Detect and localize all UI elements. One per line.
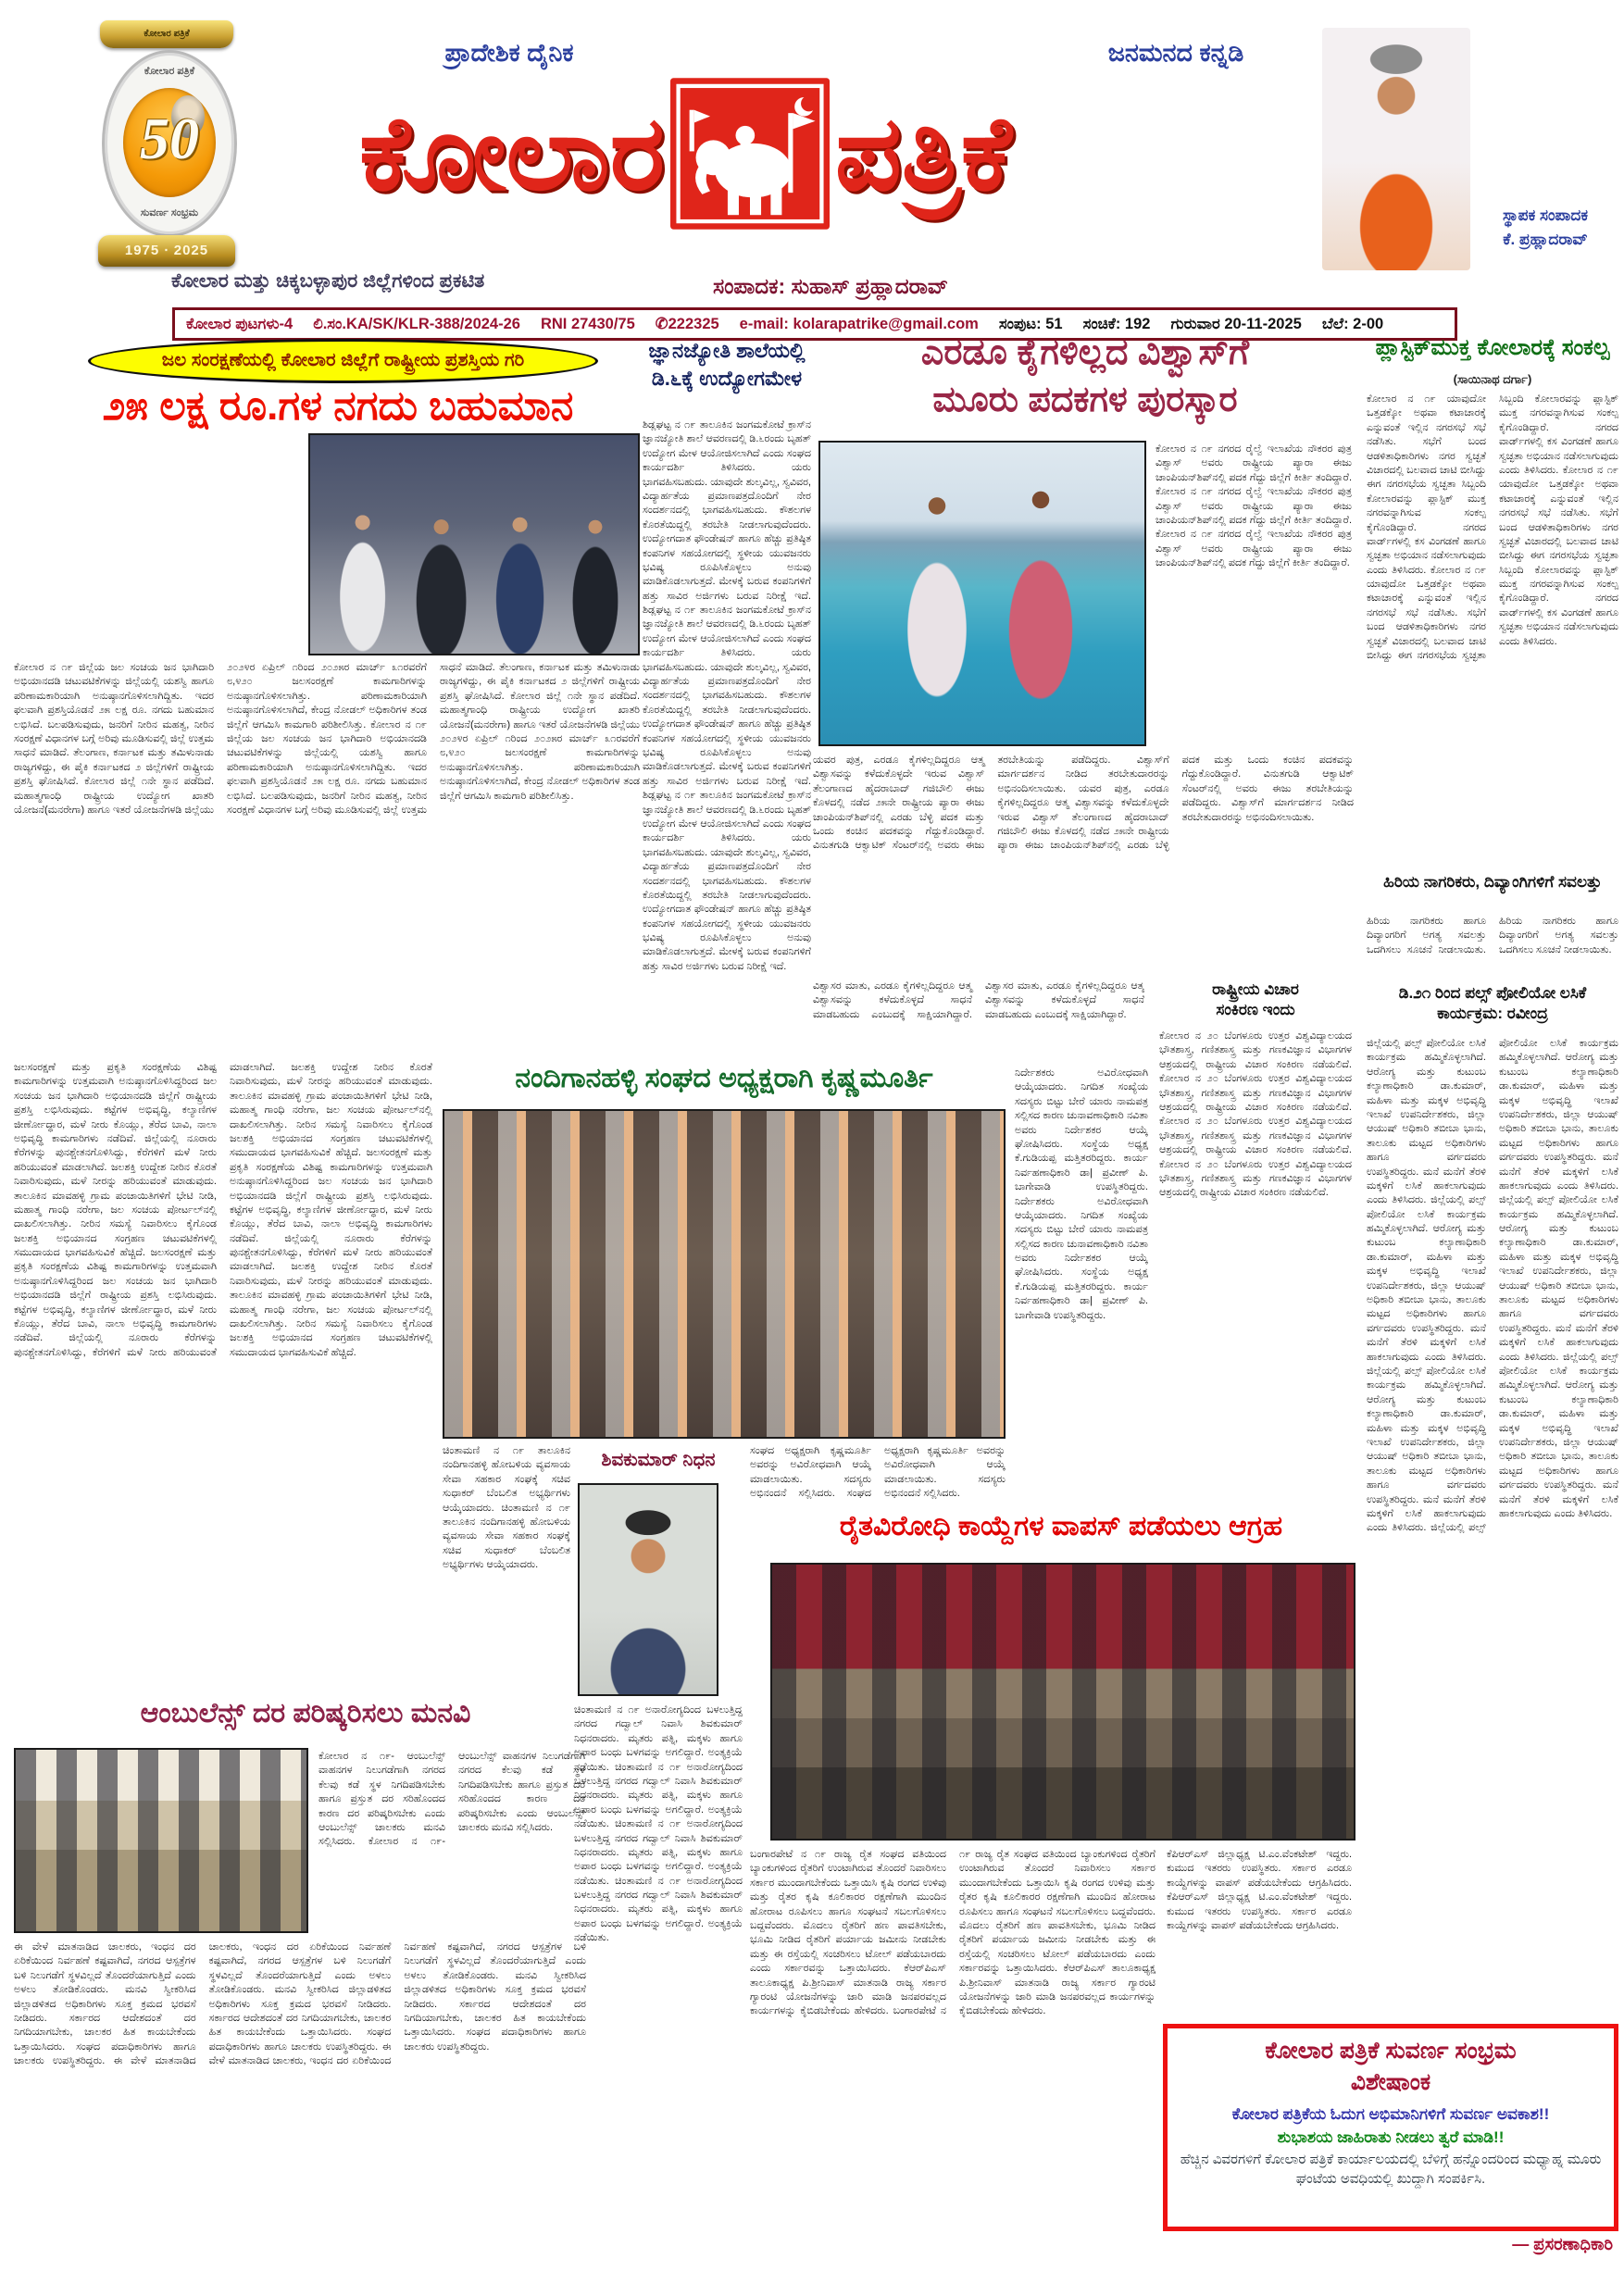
anniversary-logo [93, 20, 241, 289]
lead-continuation: ಜಲಸಂರಕ್ಷಣೆ ಮತ್ತು ಪ್ರಕೃತಿ ಸಂರಕ್ಷಣೆಯ ವಿಶಿಷ್ಟ ಕಾಮಗಾರಿಗಳನ್ನು ಉತ್ತಮವಾಗಿ ಅನುಷ್ಠಾನಗೊಳಿಸಿದ್ದರಿಂದ ಜಲ ಸಂಚಯ ಜನ ಭಾಗಿದಾರಿ ಅಭಿಯಾನದಡಿ ಜಿಲ್ಲೆಗೆ ರಾಷ್ಟ್ರೀಯ ಪ್ರಶಸ್ತಿ ಲಭಿಸಿರುವುದು. ಕಟ್ಟೆಗಳ ಅಭಿವೃದ್ಧಿ, ಕಲ್ಯಾಣಿಗಳ ಜೀರ್ಣೋದ್ಧಾರ, ಮಳೆ ನೀರು ಕೊಯ್ಲು, ತೆರೆದ ಬಾವಿ, ನಾಲಾ ಅಭಿವೃದ್ಧಿ ಕಾಮಗಾರಿಗಳು ನಡೆದಿವೆ. ಜಿಲ್ಲೆಯಲ್ಲಿ ನೂರಾರು ಕೆರೆಗಳನ್ನು ಪುನಶ್ಚೇತನಗೊಳಿಸಿದ್ದು, ಕೆರೆಗಳಿಗೆ ಮಳೆ ನೀರು ಹರಿಯುವಂತೆ ಮಾಡಲಾಗಿದೆ. ಜಲಶಕ್ತಿ ಉದ್ದೇಶ ನೀರಿನ ಕೊರತೆ ನಿವಾರಿಸುವುದು, ಮಳೆ ನೀರನ್ನು ಹರಿಯುವಂತೆ ಮಾಡುವುದು. ತಾಲೂಕಿನ ಮಾವಹಳ್ಳಿ ಗ್ರಾಮ ಪಂಚಾಯಿತಿಗಳಿಗೆ ಭೇಟಿ ನೀಡಿ, ಮಹಾತ್ಮ ಗಾಂಧಿ ನರೇಗಾ, ಜಲ ಸಂಚಯ ಪೋರ್ಟಲ್‌ನಲ್ಲಿ ದಾಖಲಿಸಲಾಗಿತ್ತು. ನೀರಿನ ಸಮಸ್ಯೆ ನಿವಾರಿಸಲು ಕೈಗೊಂಡ ಜಲಶಕ್ತಿ ಅಭಿಯಾನದ ಸಂಗ್ರಹಣ ಚಟುವಟಿಕೆಗಳಲ್ಲಿ ಸಮುದಾಯದ ಭಾಗವಹಿಸುವಿಕೆ ಹೆಚ್ಚಿದೆ. ಜಲಸಂರಕ್ಷಣೆ ಮತ್ತು ಪ್ರಕೃತಿ ಸಂರಕ್ಷಣೆಯ ವಿಶಿಷ್ಟ ಕಾಮಗಾರಿಗಳನ್ನು ಉತ್ತಮವಾಗಿ ಅನುಷ್ಠಾನಗೊಳಿಸಿದ್ದರಿಂದ ಜಲ ಸಂಚಯ ಜನ ಭಾಗಿದಾರಿ ಅಭಿಯಾನದಡಿ ಜಿಲ್ಲೆಗೆ ರಾಷ್ಟ್ರೀಯ ಪ್ರಶಸ್ತಿ ಲಭಿಸಿರುವುದು. ಕಟ್ಟೆಗಳ ಅಭಿವೃದ್ಧಿ, ಕಲ್ಯಾಣಿಗಳ ಜೀರ್ಣೋದ್ಧಾರ, ಮಳೆ ನೀರು ಕೊಯ್ಲು, ತೆರೆದ ಬಾವಿ, ನಾಲಾ ಅಭಿವೃದ್ಧಿ ಕಾಮಗಾರಿಗಳು ನಡೆದಿವೆ. ಜಿಲ್ಲೆಯಲ್ಲಿ ನೂರಾರು ಕೆರೆಗಳನ್ನು ಪುನಶ್ಚೇತನಗೊಳಿಸಿದ್ದು, ಕೆರೆಗಳಿಗೆ ಮಳೆ ನೀರು ಹರಿಯುವಂತೆ ಮಾಡಲಾಗಿದೆ. ಜಲಶಕ್ತಿ ಉದ್ದೇಶ ನೀರಿನ ಕೊರತೆ ನಿವಾರಿಸುವುದು, ಮಳೆ ನೀರನ್ನು ಹರಿಯುವಂತೆ ಮಾಡುವುದು. ತಾಲೂಕಿನ ಮಾವಹಳ್ಳಿ ಗ್ರಾಮ ಪಂಚಾಯಿತಿಗಳಿಗೆ ಭೇಟಿ ನೀಡಿ, ಮಹಾತ್ಮ ಗಾಂಧಿ ನರೇಗಾ, ಜಲ ಸಂಚಯ ಪೋರ್ಟಲ್‌ನಲ್ಲಿ ದಾಖಲಿಸಲಾಗಿತ್ತು. ನೀರಿನ ಸಮಸ್ಯೆ ನಿವಾರಿಸಲು ಕೈಗೊಂಡ ಜಲಶಕ್ತಿ ಅಭಿಯಾನದ ಸಂಗ್ರಹಣ ಚಟುವಟಿಕೆಗಳಲ್ಲಿ ಸಮುದಾಯದ ಭಾಗವಹಿಸುವಿಕೆ ಹೆಚ್ಚಿದೆ. ಜಲಸಂರಕ್ಷಣೆ ಮತ್ತು ಪ್ರಕೃತಿ ಸಂರಕ್ಷಣೆಯ ವಿಶಿಷ್ಟ ಕಾಮಗಾರಿಗಳನ್ನು ಉತ್ತಮವಾಗಿ ಅನುಷ್ಠಾನಗೊಳಿಸಿದ್ದರಿಂದ ಜಲ ಸಂಚಯ ಜನ ಭಾಗಿದಾರಿ ಅಭಿಯಾನದಡಿ ಜಿಲ್ಲೆಗೆ ರಾಷ್ಟ್ರೀಯ ಪ್ರಶಸ್ತಿ ಲಭಿಸಿರುವುದು. ಕಟ್ಟೆಗಳ ಅಭಿವೃದ್ಧಿ, ಕಲ್ಯಾಣಿಗಳ ಜೀರ್ಣೋದ್ಧಾರ, ಮಳೆ ನೀರು ಕೊಯ್ಲು, ತೆರೆದ ಬಾವಿ, ನಾಲಾ ಅಭಿವೃದ್ಧಿ ಕಾಮಗಾರಿಗಳು ನಡೆದಿವೆ. ಜಿಲ್ಲೆಯಲ್ಲಿ ನೂರಾರು ಕೆರೆಗಳನ್ನು ಪುನಶ್ಚೇತನಗೊಳಿಸಿದ್ದು, ಕೆರೆಗಳಿಗೆ ಮಳೆ ನೀರು ಹರಿಯುವಂತೆ ಮಾಡಲಾಗಿದೆ. ಜಲಶಕ್ತಿ ಉದ್ದೇಶ ನೀರಿನ ಕೊರತೆ ನಿವಾರಿಸುವುದು, ಮಳೆ ನೀರನ್ನು ಹರಿಯುವಂತೆ ಮಾಡುವುದು. ತಾಲೂಕಿನ ಮಾವಹಳ್ಳಿ ಗ್ರಾಮ ಪಂಚಾಯಿತಿಗಳಿಗೆ ಭೇಟಿ ನೀಡಿ, ಮಹಾತ್ಮ ಗಾಂಧಿ ನರೇಗಾ, ಜಲ ಸಂಚಯ ಪೋರ್ಟಲ್‌ನಲ್ಲಿ ದಾಖಲಿಸಲಾಗಿತ್ತು. ನೀರಿನ ಸಮಸ್ಯೆ ನಿವಾರಿಸಲು ಕೈಗೊಂಡ ಜಲಶಕ್ತಿ ಅಭಿಯಾನದ ಸಂಗ್ರಹಣ ಚಟುವಟಿಕೆಗಳಲ್ಲಿ ಸಮುದಾಯದ ಭಾಗವಹಿಸುವಿಕೆ ಹೆಚ್ಚಿದೆ. [14, 1062, 432, 1358]
obituary-headline: ಶಿವಕುಮಾರ್ ನಿಧನ [601, 1450, 716, 1470]
logo-ring-text-top: ಕೋಲಾರ ಪತ್ರಿಕೆ [144, 66, 195, 77]
logo-circle [102, 50, 237, 237]
ambulance-body: ಈ ವೇಳೆ ಮಾತನಾಡಿದ ಚಾಲಕರು, ಇಂಧನ ದರ ಏರಿಕೆಯಿಂದ ನಿರ್ವಹಣೆ ಕಷ್ಟವಾಗಿದೆ, ನಗರದ ಆಸ್ಪತ್ರೆಗಳ ಬಳಿ ನಿಲುಗಡೆಗೆ ಸ್ಥಳವಿಲ್ಲದೆ ತೊಂದರೆಯಾಗುತ್ತಿದೆ ಎಂದು ಅಳಲು ತೋಡಿಕೊಂಡರು. ಮನವಿ ಸ್ವೀಕರಿಸಿದ ಜಿಲ್ಲಾಡಳಿತದ ಅಧಿಕಾರಿಗಳು ಸೂಕ್ತ ಕ್ರಮದ ಭರವಸೆ ನೀಡಿದರು. ಸರ್ಕಾರದ ಆದೇಶದಂತೆ ದರ ನಿಗದಿಯಾಗಬೇಕು, ಚಾಲಕರ ಹಿತ ಕಾಯಬೇಕೆಂದು ಒತ್ತಾಯಿಸಿದರು. ಸಂಘದ ಪದಾಧಿಕಾರಿಗಳು ಹಾಗೂ ಚಾಲಕರು ಉಪಸ್ಥಿತರಿದ್ದರು. ಈ ವೇಳೆ ಮಾತನಾಡಿದ ಚಾಲಕರು, ಇಂಧನ ದರ ಏರಿಕೆಯಿಂದ ನಿರ್ವಹಣೆ ಕಷ್ಟವಾಗಿದೆ, ನಗರದ ಆಸ್ಪತ್ರೆಗಳ ಬಳಿ ನಿಲುಗಡೆಗೆ ಸ್ಥಳವಿಲ್ಲದೆ ತೊಂದರೆಯಾಗುತ್ತಿದೆ ಎಂದು ಅಳಲು ತೋಡಿಕೊಂಡರು. ಮನವಿ ಸ್ವೀಕರಿಸಿದ ಜಿಲ್ಲಾಡಳಿತದ ಅಧಿಕಾರಿಗಳು ಸೂಕ್ತ ಕ್ರಮದ ಭರವಸೆ ನೀಡಿದರು. ಸರ್ಕಾರದ ಆದೇಶದಂತೆ ದರ ನಿಗದಿಯಾಗಬೇಕು, ಚಾಲಕರ ಹಿತ ಕಾಯಬೇಕೆಂದು ಒತ್ತಾಯಿಸಿದರು. ಸಂಘದ ಪದಾಧಿಕಾರಿಗಳು ಹಾಗೂ ಚಾಲಕರು ಉಪಸ್ಥಿತರಿದ್ದರು. ಈ ವೇಳೆ ಮಾತನಾಡಿದ ಚಾಲಕರು, ಇಂಧನ ದರ ಏರಿಕೆಯಿಂದ ನಿರ್ವಹಣೆ ಕಷ್ಟವಾಗಿದೆ, ನಗರದ ಆಸ್ಪತ್ರೆಗಳ ಬಳಿ ನಿಲುಗಡೆಗೆ ಸ್ಥಳವಿಲ್ಲದೆ ತೊಂದರೆಯಾಗುತ್ತಿದೆ ಎಂದು ಅಳಲು ತೋಡಿಕೊಂಡರು. ಮನವಿ ಸ್ವೀಕರಿಸಿದ ಜಿಲ್ಲಾಡಳಿತದ ಅಧಿಕಾರಿಗಳು ಸೂಕ್ತ ಕ್ರಮದ ಭರವಸೆ ನೀಡಿದರು. ಸರ್ಕಾರದ ಆದೇಶದಂತೆ ದರ ನಿಗದಿಯಾಗಬೇಕು, ಚಾಲಕರ ಹಿತ ಕಾಯಬೇಕೆಂದು ಒತ್ತಾಯಿಸಿದರು. ಸಂಘದ ಪದಾಧಿಕಾರಿಗಳು ಹಾಗೂ ಚಾಲಕರು ಉಪಸ್ಥಿತರಿದ್ದರು. [14, 1941, 586, 2067]
founder-caption-name: ಕೆ. ಪ್ರಹ್ಲಾದರಾವ್ [1503, 230, 1588, 248]
plastic-free-headline: ಪ್ಲಾಸ್ಟಿಕ್‌ಮುಕ್ತ ಕೋಲಾರಕ್ಕೆ ಸಂಕಲ್ಪ [1375, 335, 1610, 360]
logo-ring-text-bottom: ಸುವರ್ಣ ಸಂಭ್ರಮ [140, 207, 199, 218]
logo-50-number: 50 [140, 106, 199, 171]
vishwas-headline-line2: ಮೂರು ಪದಕಗಳ ಪುರಸ್ಕಾರ [932, 381, 1238, 420]
ambulance-headline: ಆಂಬುಲೆನ್ಸ್ ದರ ಪರಿಷ್ಕರಿಸಲು ಮನವಿ [140, 1698, 471, 1728]
vishwas-side-column: ಕೋಲಾರ ನ ೧೯ ನಗರದ ರೈಲ್ವೆ ಇಲಾಖೆಯ ನೌಕರರ ಪುತ್ರ ವಿಶ್ವಾಸ್ ಅವರು ರಾಷ್ಟ್ರೀಯ ಪ್ಯಾರಾ ಈಜು ಚಾಂಪಿಯನ್‌ಶಿಪ್‌ನಲ್ಲಿ ಪದಕ ಗೆದ್ದು ಜಿಲ್ಲೆಗೆ ಕೀರ್ತಿ ತಂದಿದ್ದಾರೆ. ಕೋಲಾರ ನ ೧೯ ನಗರದ ರೈಲ್ವೆ ಇಲಾಖೆಯ ನೌಕರರ ಪುತ್ರ ವಿಶ್ವಾಸ್ ಅವರು ರಾಷ್ಟ್ರೀಯ ಪ್ಯಾರಾ ಈಜು ಚಾಂಪಿಯನ್‌ಶಿಪ್‌ನಲ್ಲಿ ಪದಕ ಗೆದ್ದು ಜಿಲ್ಲೆಗೆ ಕೀರ್ತಿ ತಂದಿದ್ದಾರೆ. ಕೋಲಾರ ನ ೧೯ ನಗರದ ರೈಲ್ವೆ ಇಲಾಖೆಯ ನೌಕರರ ಪುತ್ರ ವಿಶ್ವಾಸ್ ಅವರು ರಾಷ್ಟ್ರೀಯ ಪ್ಯಾರಾ ಈಜು ಚಾಂಪಿಯನ್‌ಶಿಪ್‌ನಲ್ಲಿ ಪದಕ ಗೆದ್ದು ಜಿಲ್ಲೆಗೆ ಕೀರ್ತಿ ತಂದಿದ್ದಾರೆ. [1156, 443, 1352, 569]
jobfair-body: ಶಿಡ್ಲಘಟ್ಟ ನ ೧೯ ತಾಲೂಕಿನ ಜಂಗಮಕೋಟೆ ಕ್ರಾಸ್‌ನ ಜ್ಞಾನಜ್ಯೋತಿ ಶಾಲೆ ಆವರಣದಲ್ಲಿ ಡಿ.೬ರಂದು ಬೃಹತ್ ಉದ್ಯೋಗ ಮೇಳ ಆಯೋಜಿಸಲಾಗಿದೆ ಎಂದು ಸಂಘದ ಕಾರ್ಯದರ್ಶಿ ತಿಳಿಸಿದರು. ಯರು ಭಾಗವಹಿಸಬಹುದು. ಯಾವುದೇ ಶುಲ್ಕವಿಲ್ಲ, ಸ್ವವಿವರ, ವಿದ್ಯಾರ್ಹತೆಯ ಪ್ರಮಾಣಪತ್ರದೊಂದಿಗೆ ನೇರ ಸಂದರ್ಶನದಲ್ಲಿ ಭಾಗವಹಿಸಬಹುದು. ಕೌಶಲಗಳ ಕೊರತೆಯಿದ್ದಲ್ಲಿ ತರಬೇತಿ ನೀಡಲಾಗುವುದೆಂದರು. ಉದ್ಯೋಗದಾತ ಫೌಂಡೇಷನ್ ಹಾಗೂ ಹೆಚ್ಚು ಪ್ರತಿಷ್ಠಿತ ಕಂಪನಿಗಳ ಸಹಯೋಗದಲ್ಲಿ ಸ್ಥಳೀಯ ಯುವಜನರು ಭವಿಷ್ಯ ರೂಪಿಸಿಕೊಳ್ಳಲು ಅನುವು ಮಾಡಿಕೊಡಲಾಗುತ್ತದೆ. ಮೇಳಕ್ಕೆ ಬರುವ ಕಂಪನಿಗಳಿಗೆ ಹತ್ತು ಸಾವಿರ ಅರ್ಜಿಗಳು ಬರುವ ನಿರೀಕ್ಷೆ ಇದೆ. ಶಿಡ್ಲಘಟ್ಟ ನ ೧೯ ತಾಲೂಕಿನ ಜಂಗಮಕೋಟೆ ಕ್ರಾಸ್‌ನ ಜ್ಞಾನಜ್ಯೋತಿ ಶಾಲೆ ಆವರಣದಲ್ಲಿ ಡಿ.೬ರಂದು ಬೃಹತ್ ಉದ್ಯೋಗ ಮೇಳ ಆಯೋಜಿಸಲಾಗಿದೆ ಎಂದು ಸಂಘದ ಕಾರ್ಯದರ್ಶಿ ತಿಳಿಸಿದರು. ಯರು ಭಾಗವಹಿಸಬಹುದು. ಯಾವುದೇ ಶುಲ್ಕವಿಲ್ಲ, ಸ್ವವಿವರ, ವಿದ್ಯಾರ್ಹತೆಯ ಪ್ರಮಾಣಪತ್ರದೊಂದಿಗೆ ನೇರ ಸಂದರ್ಶನದಲ್ಲಿ ಭಾಗವಹಿಸಬಹುದು. ಕೌಶಲಗಳ ಕೊರತೆಯಿದ್ದಲ್ಲಿ ತರಬೇತಿ ನೀಡಲಾಗುವುದೆಂದರು. ಉದ್ಯೋಗದಾತ ಫೌಂಡೇಷನ್ ಹಾಗೂ ಹೆಚ್ಚು ಪ್ರತಿಷ್ಠಿತ ಕಂಪನಿಗಳ ಸಹಯೋಗದಲ್ಲಿ ಸ್ಥಳೀಯ ಯುವಜನರು ಭವಿಷ್ಯ ರೂಪಿಸಿಕೊಳ್ಳಲು ಅನುವು ಮಾಡಿಕೊಡಲಾಗುತ್ತದೆ. ಮೇಳಕ್ಕೆ ಬರುವ ಕಂಪನಿಗಳಿಗೆ ಹತ್ತು ಸಾವಿರ ಅರ್ಜಿಗಳು ಬರುವ ನಿರೀಕ್ಷೆ ಇದೆ. ಶಿಡ್ಲಘಟ್ಟ ನ ೧೯ ತಾಲೂಕಿನ ಜಂಗಮಕೋಟೆ ಕ್ರಾಸ್‌ನ ಜ್ಞಾನಜ್ಯೋತಿ ಶಾಲೆ ಆವರಣದಲ್ಲಿ ಡಿ.೬ರಂದು ಬೃಹತ್ ಉದ್ಯೋಗ ಮೇಳ ಆಯೋಜಿಸಲಾಗಿದೆ ಎಂದು ಸಂಘದ ಕಾರ್ಯದರ್ಶಿ ತಿಳಿಸಿದರು. ಯರು ಭಾಗವಹಿಸಬಹುದು. ಯಾವುದೇ ಶುಲ್ಕವಿಲ್ಲ, ಸ್ವವಿವರ, ವಿದ್ಯಾರ್ಹತೆಯ ಪ್ರಮಾಣಪತ್ರದೊಂದಿಗೆ ನೇರ ಸಂದರ್ಶನದಲ್ಲಿ ಭಾಗವಹಿಸಬಹುದು. ಕೌಶಲಗಳ ಕೊರತೆಯಿದ್ದಲ್ಲಿ ತರಬೇತಿ ನೀಡಲಾಗುವುದೆಂದರು. ಉದ್ಯೋಗದಾತ ಫೌಂಡೇಷನ್ ಹಾಗೂ ಹೆಚ್ಚು ಪ್ರತಿಷ್ಠಿತ ಕಂಪನಿಗಳ ಸಹಯೋಗದಲ್ಲಿ ಸ್ಥಳೀಯ ಯುವಜನರು ಭವಿಷ್ಯ ರೂಪಿಸಿಕೊಳ್ಳಲು ಅನುವು ಮಾಡಿಕೊಡಲಾಗುತ್ತದೆ. ಮೇಳಕ್ಕೆ ಬರುವ ಕಂಪನಿಗಳಿಗೆ ಹತ್ತು ಸಾವಿರ ಅರ್ಜಿಗಳು ಬರುವ ನಿರೀಕ್ಷೆ ಇದೆ. [643, 419, 811, 972]
lead-headline: ೨೫ ಲಕ್ಷ ರೂ.ಗಳ ನಗದು ಬಹುಮಾನ [102, 383, 574, 429]
seminar-subhead [1159, 980, 1352, 1020]
nandi-side-column: ನಿರ್ದೇಶಕರು ಅವಿರೋಧವಾಗಿ ಆಯ್ಕೆಯಾದರು. ನಿಗದಿತ ಸಂಖ್ಯೆಯ ಸದಸ್ಯರು ಬಿಟ್ಟು ಬೇರೆ ಯಾರು ನಾಮಪತ್ರ ಸಲ್ಲಿಸದ ಕಾರಣ ಚುನಾವಣಾಧಿಕಾರಿ ನವಿತಾ ಅವರು ನಿರ್ದೇಶಕರ ಆಯ್ಕೆ ಘೋಷಿಸಿದರು. ಸಂಸ್ಥೆಯ ಅಧ್ಯಕ್ಷ ಕೆ.ಗುಡಿಯಪ್ಪ ಮತ್ತಿತರರಿದ್ದರು. ಕಾರ್ಯ ನಿರ್ವಹಣಾಧಿಕಾರಿ ಡಾ| ಪ್ರವೀಣ್ ಪಿ. ಬಾಗೇವಾಡಿ ಉಪಸ್ಥಿತರಿದ್ದರು. ನಿರ್ದೇಶಕರು ಅವಿರೋಧವಾಗಿ ಆಯ್ಕೆಯಾದರು. ನಿಗದಿತ ಸಂಖ್ಯೆಯ ಸದಸ್ಯರು ಬಿಟ್ಟು ಬೇರೆ ಯಾರು ನಾಮಪತ್ರ ಸಲ್ಲಿಸದ ಕಾರಣ ಚುನಾವಣಾಧಿಕಾರಿ ನವಿತಾ ಅವರು ನಿರ್ದೇಶಕರ ಆಯ್ಕೆ ಘೋಷಿಸಿದರು. ಸಂಸ್ಥೆಯ ಅಧ್ಯಕ್ಷ ಕೆ.ಗುಡಿಯಪ್ಪ ಮತ್ತಿತರರಿದ್ದರು. ಕಾರ್ಯ ನಿರ್ವಹಣಾಧಿಕಾರಿ ಡಾ| ಪ್ರವೀಣ್ ಪಿ. ಬಾಗೇವಾಡಿ ಉಪಸ್ಥಿತರಿದ್ದರು. [1015, 1067, 1148, 1321]
golden-jubilee-box [1163, 2024, 1618, 2231]
seminar-subhead-line2: ಸಂಕಿರಣ ಇಂದು [1216, 1001, 1295, 1019]
edition-pages: ಕೋಲಾರ ಪುಟಗಳು-4 [186, 315, 294, 332]
published-from-line: ಕೋಲಾರ ಮತ್ತು ಚಿಕ್ಕಬಳ್ಳಾಪುರ ಜಿಲ್ಲೆಗಳಿಂದ ಪ್ರಕಟಿತ [171, 270, 485, 292]
vishwas-body: ಯವರ ಪುತ್ರ, ಎರಡೂ ಕೈಗಳಿಲ್ಲದಿದ್ದರೂ ಆತ್ಮ ವಿಶ್ವಾಸವನ್ನು ಕಳೆದುಕೊಳ್ಳದೇ ಇರುವ ವಿಶ್ವಾಸ್ ತೆಲಂಗಾಣದ ಹೈದರಾಬಾದ್ ಗಜಿಬೌಲಿ ಈಜು ಕೊಳದಲ್ಲಿ ನಡೆದ ೨೫ನೇ ರಾಷ್ಟ್ರೀಯ ಪ್ಯಾರಾ ಈಜು ಚಾಂಪಿಯನ್‌ಶಿಪ್‌ನಲ್ಲಿ ಎರಡು ಬೆಳ್ಳಿ ಪದಕ ಮತ್ತು ಒಂದು ಕಂಚಿನ ಪದಕವನ್ನು ಗೆದ್ದುಕೊಂಡಿದ್ದಾರೆ. ವಿನುತಗುಡಿ ಆಕ್ವಾಟಿಕ್ ಸೆಂಟರ್‌ನಲ್ಲಿ ಅವರು ಈಜು ತರಬೇತಿಯನ್ನು ಪಡೆದಿದ್ದರು. ವಿಶ್ವಾಸ್‌ಗೆ ಮಾರ್ಗದರ್ಶನ ನೀಡಿದ ತರಬೇತುದಾರರನ್ನು ಅಭಿನಂದಿಸಲಾಯಿತು. ಯವರ ಪುತ್ರ, ಎರಡೂ ಕೈಗಳಿಲ್ಲದಿದ್ದರೂ ಆತ್ಮ ವಿಶ್ವಾಸವನ್ನು ಕಳೆದುಕೊಳ್ಳದೇ ಇರುವ ವಿಶ್ವಾಸ್ ತೆಲಂಗಾಣದ ಹೈದರಾಬಾದ್ ಗಜಿಬೌಲಿ ಈಜು ಕೊಳದಲ್ಲಿ ನಡೆದ ೨೫ನೇ ರಾಷ್ಟ್ರೀಯ ಪ್ಯಾರಾ ಈಜು ಚಾಂಪಿಯನ್‌ಶಿಪ್‌ನಲ್ಲಿ ಎರಡು ಬೆಳ್ಳಿ ಪದಕ ಮತ್ತು ಒಂದು ಕಂಚಿನ ಪದಕವನ್ನು ಗೆದ್ದುಕೊಂಡಿದ್ದಾರೆ. ವಿನುತಗುಡಿ ಆಕ್ವಾಟಿಕ್ ಸೆಂಟರ್‌ನಲ್ಲಿ ಅವರು ಈಜು ತರಬೇತಿಯನ್ನು ಪಡೆದಿದ್ದರು. ವಿಶ್ವಾಸ್‌ಗೆ ಮಾರ್ಗದರ್ಶನ ನೀಡಿದ ತರಬೇತುದಾರರನ್ನು ಅಭಿನಂದಿಸಲಾಯಿತು. [813, 755, 1354, 852]
logo-inner-disc [123, 88, 216, 197]
vishwas-headline-line1: ಎರಡೂ ಕೈಗಳಿಲ್ಲದ ವಿಶ್ವಾಸ್‌ಗೆ [920, 333, 1250, 372]
nandi-under-photo-strip: ಸಂಘದ ಅಧ್ಯಕ್ಷರಾಗಿ ಕೃಷ್ಣಮೂರ್ತಿ ಅವರನ್ನು ಅವಿರೋಧವಾಗಿ ಆಯ್ಕೆ ಮಾಡಲಾಯಿತು. ಸದಸ್ಯರು ಅಭಿನಂದನೆ ಸಲ್ಲಿಸಿದರು. ಸಂಘದ ಅಧ್ಯಕ್ಷರಾಗಿ ಕೃಷ್ಣಮೂರ್ತಿ ಅವರನ್ನು ಅವಿರೋಧವಾಗಿ ಆಯ್ಕೆ ಮಾಡಲಾಯಿತು. ಸದಸ್ಯರು ಅಭಿನಂದನೆ ಸಲ್ಲಿಸಿದರು. [750, 1445, 1006, 1500]
masthead [359, 61, 1313, 246]
masthead-word-kolara: ಕೋಲಾರ [359, 95, 665, 211]
polio-subhead: ಡಿ.೨೧ ರಿಂದ ಪಲ್ಸ್ ಪೋಲಿಯೋ ಲಸಿಕೆ ಕಾರ್ಯಕ್ರಮ: ರವೀಂದ್ರ [1398, 984, 1587, 1023]
registration-number: ಲಿ.ಸಂ.KA/SK/KLR-388/2024-26 [313, 315, 520, 332]
nandi-headline: ನಂದಿಗಾನಹಳ್ಳಿ ಸಂಘದ ಅಧ್ಯಕ್ಷರಾಗಿ ಕೃಷ್ಣಮೂರ್ತಿ [515, 1063, 933, 1093]
lead-kicker-oval: ಜಲ ಸಂರಕ್ಷಣೆಯಲ್ಲಿ ಕೋಲಾರ ಜಿಲ್ಲೆಗೆ ರಾಷ್ಟ್ರೀಯ ಪ್ರಶಸ್ತಿಯ ಗರಿ [88, 339, 598, 383]
phone-number: 222325 [668, 316, 719, 332]
jubilee-title-line1: ಕೋಲಾರ ಪತ್ರಿಕೆ ಸುವರ್ಣ ಸಂಭ್ರಮ [1265, 2038, 1517, 2064]
issue-number: ಸಂಚಿಕೆ: 192 [1082, 315, 1151, 332]
right-column-body: ಜಿಲ್ಲೆಯಲ್ಲಿ ಪಲ್ಸ್ ಪೋಲಿಯೋ ಲಸಿಕೆ ಕಾರ್ಯಕ್ರಮ ಹಮ್ಮಿಕೊಳ್ಳಲಾಗಿದೆ. ಆರೋಗ್ಯ ಮತ್ತು ಕುಟುಂಬ ಕಲ್ಯಾಣಾಧಿಕಾರಿ ಡಾ.ಕುಮಾರ್, ಮಹಿಳಾ ಮತ್ತು ಮಕ್ಕಳ ಅಭಿವೃದ್ಧಿ ಇಲಾಖೆ ಉಪನಿರ್ದೇಶಕರು, ಜಿಲ್ಲಾ ಆಯುಷ್ ಅಧಿಕಾರಿ ತಬೀಬಾ ಭಾನು, ತಾಲೂಕು ಮಟ್ಟದ ಅಧಿಕಾರಿಗಳು ಹಾಗೂ ವರ್ಗದವರು ಉಪಸ್ಥಿತರಿದ್ದರು. ಮನೆ ಮನೆಗೆ ತೆರಳಿ ಮಕ್ಕಳಿಗೆ ಲಸಿಕೆ ಹಾಕಲಾಗುವುದು ಎಂದು ತಿಳಿಸಿದರು. ಜಿಲ್ಲೆಯಲ್ಲಿ ಪಲ್ಸ್ ಪೋಲಿಯೋ ಲಸಿಕೆ ಕಾರ್ಯಕ್ರಮ ಹಮ್ಮಿಕೊಳ್ಳಲಾಗಿದೆ. ಆರೋಗ್ಯ ಮತ್ತು ಕುಟುಂಬ ಕಲ್ಯಾಣಾಧಿಕಾರಿ ಡಾ.ಕುಮಾರ್, ಮಹಿಳಾ ಮತ್ತು ಮಕ್ಕಳ ಅಭಿವೃದ್ಧಿ ಇಲಾಖೆ ಉಪನಿರ್ದೇಶಕರು, ಜಿಲ್ಲಾ ಆಯುಷ್ ಅಧಿಕಾರಿ ತಬೀಬಾ ಭಾನು, ತಾಲೂಕು ಮಟ್ಟದ ಅಧಿಕಾರಿಗಳು ಹಾಗೂ ವರ್ಗದವರು ಉಪಸ್ಥಿತರಿದ್ದರು. ಮನೆ ಮನೆಗೆ ತೆರಳಿ ಮಕ್ಕಳಿಗೆ ಲಸಿಕೆ ಹಾಕಲಾಗುವುದು ಎಂದು ತಿಳಿಸಿದರು. ಜಿಲ್ಲೆಯಲ್ಲಿ ಪಲ್ಸ್ ಪೋಲಿಯೋ ಲಸಿಕೆ ಕಾರ್ಯಕ್ರಮ ಹಮ್ಮಿಕೊಳ್ಳಲಾಗಿದೆ. ಆರೋಗ್ಯ ಮತ್ತು ಕುಟುಂಬ ಕಲ್ಯಾಣಾಧಿಕಾರಿ ಡಾ.ಕುಮಾರ್, ಮಹಿಳಾ ಮತ್ತು ಮಕ್ಕಳ ಅಭಿವೃದ್ಧಿ ಇಲಾಖೆ ಉಪನಿರ್ದೇಶಕರು, ಜಿಲ್ಲಾ ಆಯುಷ್ ಅಧಿಕಾರಿ ತಬೀಬಾ ಭಾನು, ತಾಲೂಕು ಮಟ್ಟದ ಅಧಿಕಾರಿಗಳು ಹಾಗೂ ವರ್ಗದವರು ಉಪಸ್ಥಿತರಿದ್ದರು. ಮನೆ ಮನೆಗೆ ತೆರಳಿ ಮಕ್ಕಳಿಗೆ ಲಸಿಕೆ ಹಾಕಲಾಗುವುದು ಎಂದು ತಿಳಿಸಿದರು. ಜಿಲ್ಲೆಯಲ್ಲಿ ಪಲ್ಸ್ ಪೋಲಿಯೋ ಲಸಿಕೆ ಕಾರ್ಯಕ್ರಮ ಹಮ್ಮಿಕೊಳ್ಳಲಾಗಿದೆ. ಆರೋಗ್ಯ ಮತ್ತು ಕುಟುಂಬ ಕಲ್ಯಾಣಾಧಿಕಾರಿ ಡಾ.ಕುಮಾರ್, ಮಹಿಳಾ ಮತ್ತು ಮಕ್ಕಳ ಅಭಿವೃದ್ಧಿ ಇಲಾಖೆ ಉಪನಿರ್ದೇಶಕರು, ಜಿಲ್ಲಾ ಆಯುಷ್ ಅಧಿಕಾರಿ ತಬೀಬಾ ಭಾನು, ತಾಲೂಕು ಮಟ್ಟದ ಅಧಿಕಾರಿಗಳು ಹಾಗೂ ವರ್ಗದವರು ಉಪಸ್ಥಿತರಿದ್ದರು. ಮನೆ ಮನೆಗೆ ತೆರಳಿ ಮಕ್ಕಳಿಗೆ ಲಸಿಕೆ ಹಾಕಲಾಗುವುದು ಎಂದು ತಿಳಿಸಿದರು. ಜಿಲ್ಲೆಯಲ್ಲಿ ಪಲ್ಸ್ ಪೋಲಿಯೋ ಲಸಿಕೆ ಕಾರ್ಯಕ್ರಮ ಹಮ್ಮಿಕೊಳ್ಳಲಾಗಿದೆ. ಆರೋಗ್ಯ ಮತ್ತು ಕುಟುಂಬ ಕಲ್ಯಾಣಾಧಿಕಾರಿ ಡಾ.ಕುಮಾರ್, ಮಹಿಳಾ ಮತ್ತು ಮಕ್ಕಳ ಅಭಿವೃದ್ಧಿ ಇಲಾಖೆ ಉಪನಿರ್ದೇಶಕರು, ಜಿಲ್ಲಾ ಆಯುಷ್ ಅಧಿಕಾರಿ ತಬೀಬಾ ಭಾನು, ತಾಲೂಕು ಮಟ್ಟದ ಅಧಿಕಾರಿಗಳು ಹಾಗೂ ವರ್ಗದವರು ಉಪಸ್ಥಿತರಿದ್ದರು. ಮನೆ ಮನೆಗೆ ತೆರಳಿ ಮಕ್ಕಳಿಗೆ ಲಸಿಕೆ ಹಾಕಲಾಗುವುದು ಎಂದು ತಿಳಿಸಿದರು. ಜಿಲ್ಲೆಯಲ್ಲಿ ಪಲ್ಸ್ ಪೋಲಿಯೋ ಲಸಿಕೆ ಕಾರ್ಯಕ್ರಮ ಹಮ್ಮಿಕೊಳ್ಳಲಾಗಿದೆ. ಆರೋಗ್ಯ ಮತ್ತು ಕುಟುಂಬ ಕಲ್ಯಾಣಾಧಿಕಾರಿ ಡಾ.ಕುಮಾರ್, ಮಹಿಳಾ ಮತ್ತು ಮಕ್ಕಳ ಅಭಿವೃದ್ಧಿ ಇಲಾಖೆ ಉಪನಿರ್ದೇಶಕರು, ಜಿಲ್ಲಾ ಆಯುಷ್ ಅಧಿಕಾರಿ ತಬೀಬಾ ಭಾನು, ತಾಲೂಕು ಮಟ್ಟದ ಅಧಿಕಾರಿಗಳು ಹಾಗೂ ವರ್ಗದವರು ಉಪಸ್ಥಿತರಿದ್ದರು. ಮನೆ ಮನೆಗೆ ತೆರಳಿ ಮಕ್ಕಳಿಗೆ ಲಸಿಕೆ ಹಾಕಲಾಗುವುದು ಎಂದು ತಿಳಿಸಿದರು. [1367, 1038, 1618, 1534]
vishwas-headline [813, 330, 1357, 425]
ambulance-drivers-photo [14, 1748, 308, 1933]
plastic-byline: (ಸಾಯಿನಾಥ ದರ್ಗಾ) [1453, 372, 1532, 386]
seniors-subhead: ಹಿರಿಯ ನಾಗರಿಕರು, ದಿವ್ಯಾಂಗಿಗಳಿಗೆ ಸವಲತ್ತು [1383, 873, 1602, 891]
masthead-word-patrike: ಪತ್ರಿಕೆ [834, 95, 1012, 211]
circulation-officer-signoff: — ಪ್ರಸರಣಾಧಿಕಾರಿ [1512, 2235, 1613, 2253]
day-date: ಗುರುವಾರ 20-11-2025 [1170, 315, 1302, 332]
logo-ribbon-top: ಕೋಲಾರ ಪತ್ರಿಕೆ [100, 20, 233, 48]
tagline-peoples-mirror: ಜನಮನದ ಕನ್ನಡಿ [1107, 39, 1244, 67]
volume-number: ಸಂಪುಟ: 51 [998, 315, 1063, 332]
founder-caption [1470, 204, 1620, 251]
obituary-body: ಚಿಂತಾಮಣಿ ನ ೧೯ ಅನಾರೋಗ್ಯದಿಂದ ಬಳಲುತ್ತಿದ್ದ ನಗರದ ಗದ್ವಾಲ್ ನಿವಾಸಿ ಶಿವಕುಮಾರ್ ನಿಧನರಾದರು. ಮೃತರು ಪತ್ನಿ, ಮಕ್ಕಳು ಹಾಗೂ ಅಪಾರ ಬಂಧು ಬಳಗವನ್ನು ಅಗಲಿದ್ದಾರೆ. ಅಂತ್ಯಕ್ರಿಯೆ ನಡೆಯಿತು. ಚಿಂತಾಮಣಿ ನ ೧೯ ಅನಾರೋಗ್ಯದಿಂದ ಬಳಲುತ್ತಿದ್ದ ನಗರದ ಗದ್ವಾಲ್ ನಿವಾಸಿ ಶಿವಕುಮಾರ್ ನಿಧನರಾದರು. ಮೃತರು ಪತ್ನಿ, ಮಕ್ಕಳು ಹಾಗೂ ಅಪಾರ ಬಂಧು ಬಳಗವನ್ನು ಅಗಲಿದ್ದಾರೆ. ಅಂತ್ಯಕ್ರಿಯೆ ನಡೆಯಿತು. ಚಿಂತಾಮಣಿ ನ ೧೯ ಅನಾರೋಗ್ಯದಿಂದ ಬಳಲುತ್ತಿದ್ದ ನಗರದ ಗದ್ವಾಲ್ ನಿವಾಸಿ ಶಿವಕುಮಾರ್ ನಿಧನರಾದರು. ಮೃತರು ಪತ್ನಿ, ಮಕ್ಕಳು ಹಾಗೂ ಅಪಾರ ಬಂಧು ಬಳಗವನ್ನು ಅಗಲಿದ್ದಾರೆ. ಅಂತ್ಯಕ್ರಿಯೆ ನಡೆಯಿತು. ಚಿಂತಾಮಣಿ ನ ೧೯ ಅನಾರೋಗ್ಯದಿಂದ ಬಳಲುತ್ತಿದ್ದ ನಗರದ ಗದ್ವಾಲ್ ನಿವಾಸಿ ಶಿವಕುಮಾರ್ ನಿಧನರಾದರು. ಮೃತರು ಪತ್ನಿ, ಮಕ್ಕಳು ಹಾಗೂ ಅಪಾರ ಬಂಧು ಬಳಗವನ್ನು ಅಗಲಿದ್ದಾರೆ. ಅಂತ್ಯಕ್ರಿಯೆ ನಡೆಯಿತು. [574, 1704, 743, 1944]
vishwas-swimmers-photo [818, 441, 1146, 746]
founder-caption-role: ಸ್ಥಾಪಕ ಸಂಪಾದಕ [1502, 206, 1589, 224]
editor-line: ಸಂಪಾದಕ: ಸುಹಾಸ್ ಪ್ರಹ್ಲಾದರಾವ್ [713, 274, 949, 298]
ambulance-side-column: ಕೋಲಾರ ನ ೧೯- ಆಂಬುಲೆನ್ಸ್ ವಾಹನಗಳ ನಿಲುಗಡೆಗಾಗಿ ನಗರದ ಕೆಲವು ಕಡೆ ಸ್ಥಳ ನಿಗದಿಪಡಿಸಬೇಕು ಹಾಗೂ ಪ್ರಸ್ತುತ ದರ ಸರಿಹೊಂದದ ಕಾರಣ ದರ ಪರಿಷ್ಕರಿಸಬೇಕು ಎಂದು ಆಂಬುಲೆನ್ಸ್ ಚಾಲಕರು ಮನವಿ ಸಲ್ಲಿಸಿದರು. ಕೋಲಾರ ನ ೧೯- ಆಂಬುಲೆನ್ಸ್ ವಾಹನಗಳ ನಿಲುಗಡೆಗಾಗಿ ನಗರದ ಕೆಲವು ಕಡೆ ಸ್ಥಳ ನಿಗದಿಪಡಿಸಬೇಕು ಹಾಗೂ ಪ್ರಸ್ತುತ ದರ ಸರಿಹೊಂದದ ಕಾರಣ ದರ ಪರಿಷ್ಕರಿಸಬೇಕು ಎಂದು ಆಂಬುಲೆನ್ಸ್ ಚಾಲಕರು ಮನವಿ ಸಲ್ಲಿಸಿದರು. [319, 1751, 585, 1848]
jobfair-headline: ಜ್ಞಾನಜ್ಯೋತಿ ಶಾಲೆಯಲ್ಲಿ ಡಿ.೬ಕ್ಕೆ ಉದ್ಯೋಗಮೇಳ [648, 339, 806, 390]
garlanded-group-photo [443, 1109, 1006, 1439]
vishwas-continuation: ವಿಶ್ವಾಸರ ಮಾತು, ಎರಡೂ ಕೈಗಳಿಲ್ಲದಿದ್ದರೂ ಆತ್ಮ ವಿಶ್ವಾಸವನ್ನು ಕಳೆದುಕೊಳ್ಳದೆ ಸಾಧನೆ ಮಾಡಬಹುದು ಎಂಬುದಕ್ಕೆ ಸಾಕ್ಷಿಯಾಗಿದ್ದಾರೆ. ವಿಶ್ವಾಸರ ಮಾತು, ಎರಡೂ ಕೈಗಳಿಲ್ಲದಿದ್ದರೂ ಆತ್ಮ ವಿಶ್ವಾಸವನ್ನು ಕಳೆದುಕೊಳ್ಳದೆ ಸಾಧನೆ ಮಾಡಬಹುದು ಎಂಬುದಕ್ಕೆ ಸಾಕ್ಷಿಯಾಗಿದ್ದಾರೆ. [813, 980, 1144, 1020]
jubilee-line2: ಶುಭಾಶಯ ಜಾಹಿರಾತು ನೀಡಲು ತ್ವರೆ ಮಾಡಿ!! [1277, 2128, 1505, 2147]
logo-years-ribbon: 1975 ∙ 2025 [98, 235, 235, 267]
obituary-portrait-photo [578, 1483, 718, 1696]
jubilee-title-line2: ವಿಶೇಷಾಂಕ [1350, 2068, 1431, 2095]
founder-photo [1322, 28, 1470, 270]
farmers-headline: ರೈತವಿರೋಧಿ ಕಾಯ್ದೆಗಳ ವಾಪಸ್ ಪಡೆಯಲು ಆಗ್ರಹ [839, 1511, 1283, 1541]
award-ceremony-photo [308, 433, 640, 655]
seminar-subhead-line1: ರಾಷ್ಟ್ರೀಯ ವಿಚಾರ [1212, 980, 1299, 998]
phone-icon: ✆ [655, 316, 668, 332]
farmers-body: ಬಂಗಾರಪೇಟೆ ನ ೧೯ ರಾಜ್ಯ ರೈತ ಸಂಘದ ವತಿಯಿಂದ ಬ್ಯಾಂಕುಗಳಿಂದ ರೈತರಿಗೆ ಉಂಟಾಗಿರುವ ತೊಂದರೆ ನಿವಾರಿಸಲು ಸರ್ಕಾರ ಮುಂದಾಗಬೇಕೆಂದು ಒತ್ತಾಯಿಸಿ ಕೃಷಿ ರಂಗದ ಉಳಿವು ಮತ್ತು ರೈತರ ಕೃಷಿ ಕೂಲಿಕಾರರ ರಕ್ಷಣೆಗಾಗಿ ಮುಂದಿನ ಹೋರಾಟ ರೂಪಿಸಲು ಹಾಗೂ ಸಂಘಟನೆ ಸಬಲಗೊಳಿಸಲು ಬದ್ದವೆಂದರು. ಮೊದಲು ರೈತರಿಗೆ ಹಣ ಪಾವತಿಸಬೇಕು, ಭೂಮಿ ನೀಡಿದ ರೈತರಿಗೆ ಪರ್ಯಾಯ ಜಮೀನು ನೀಡಬೇಕು ಮತ್ತು ಈ ರಸ್ತೆಯಲ್ಲಿ ಸಂಚರಿಸಲು ಟೋಲ್ ಪಡೆಯಬಾರದು ಎಂದು ಸರ್ಕಾರವನ್ನು ಒತ್ತಾಯಿಸಿದರು. ಕೆಆರ್‌ಪಿಎಸ್ ತಾಲೂಕಾಧ್ಯಕ್ಷ ಪಿ.ಶ್ರೀನಿವಾಸ್ ಮಾತನಾಡಿ ರಾಜ್ಯ ಸರ್ಕಾರ ಗ್ಯಾರಂಟಿ ಯೋಜನೆಗಳನ್ನು ಜಾರಿ ಮಾಡಿ ಜನಪರವಲ್ಲದ ಕಾರ್ಯಗಳನ್ನು ಕೈಬಿಡಬೇಕೆಂದು ಹೇಳಿದರು. ಬಂಗಾರಪೇಟೆ ನ ೧೯ ರಾಜ್ಯ ರೈತ ಸಂಘದ ವತಿಯಿಂದ ಬ್ಯಾಂಕುಗಳಿಂದ ರೈತರಿಗೆ ಉಂಟಾಗಿರುವ ತೊಂದರೆ ನಿವಾರಿಸಲು ಸರ್ಕಾರ ಮುಂದಾಗಬೇಕೆಂದು ಒತ್ತಾಯಿಸಿ ಕೃಷಿ ರಂಗದ ಉಳಿವು ಮತ್ತು ರೈತರ ಕೃಷಿ ಕೂಲಿಕಾರರ ರಕ್ಷಣೆಗಾಗಿ ಮುಂದಿನ ಹೋರಾಟ ರೂಪಿಸಲು ಹಾಗೂ ಸಂಘಟನೆ ಸಬಲಗೊಳಿಸಲು ಬದ್ದವೆಂದರು. ಮೊದಲು ರೈತರಿಗೆ ಹಣ ಪಾವತಿಸಬೇಕು, ಭೂಮಿ ನೀಡಿದ ರೈತರಿಗೆ ಪರ್ಯಾಯ ಜಮೀನು ನೀಡಬೇಕು ಮತ್ತು ಈ ರಸ್ತೆಯಲ್ಲಿ ಸಂಚರಿಸಲು ಟೋಲ್ ಪಡೆಯಬಾರದು ಎಂದು ಸರ್ಕಾರವನ್ನು ಒತ್ತಾಯಿಸಿದರು. ಕೆಆರ್‌ಪಿಎಸ್ ತಾಲೂಕಾಧ್ಯಕ್ಷ ಪಿ.ಶ್ರೀನಿವಾಸ್ ಮಾತನಾಡಿ ರಾಜ್ಯ ಸರ್ಕಾರ ಗ್ಯಾರಂಟಿ ಯೋಜನೆಗಳನ್ನು ಜಾರಿ ಮಾಡಿ ಜನಪರವಲ್ಲದ ಕಾರ್ಯಗಳನ್ನು ಕೈಬಿಡಬೇಕೆಂದು ಹೇಳಿದರು. [750, 1849, 1156, 2017]
farmers-meeting-photo [770, 1563, 1355, 1841]
jubilee-box-title [1177, 2036, 1605, 2099]
elephant-stamp-icon [670, 78, 830, 230]
plastic-body-1: ಕೋಲಾರ ನ ೧೯ ಯಾವುದೋ ಒತ್ತಡಕ್ಕೋ ಅಥವಾ ಕಟಾಚಾರಕ್ಕೆ ಎನ್ನುವಂತೆ ಇಲ್ಲಿನ ನಗರಸಭೆ ಸಭೆ ನಡೆಸಿತು. ಸಭೆಗೆ ಬಂದ ಆಡಳಿತಾಧಿಕಾರಿಗಳು ನಗರ ಸ್ವಚ್ಛತೆ ವಿಚಾರದಲ್ಲಿ ಬಲವಾದ ಚಾಟಿ ಬೀಸಿದ್ದು ಈಗ ನಗರಸಭೆಯ ಸ್ವಚ್ಛತಾ ಸಿಬ್ಬಂದಿ ಕೋಲಾರವನ್ನು ಪ್ಲಾಸ್ಟಿಕ್ ಮುಕ್ತ ನಗರವನ್ನಾಗಿಸುವ ಸಂಕಲ್ಪ ಕೈಗೊಂಡಿದ್ದಾರೆ. ನಗರದ ವಾರ್ಡ್‌ಗಳಲ್ಲಿ ಕಸ ವಿಂಗಡಣೆ ಹಾಗೂ ಸ್ವಚ್ಛತಾ ಅಭಿಯಾನ ನಡೆಸಲಾಗುವುದು ಎಂದು ತಿಳಿಸಿದರು. ಕೋಲಾರ ನ ೧೯ ಯಾವುದೋ ಒತ್ತಡಕ್ಕೋ ಅಥವಾ ಕಟಾಚಾರಕ್ಕೆ ಎನ್ನುವಂತೆ ಇಲ್ಲಿನ ನಗರಸಭೆ ಸಭೆ ನಡೆಸಿತು. ಸಭೆಗೆ ಬಂದ ಆಡಳಿತಾಧಿಕಾರಿಗಳು ನಗರ ಸ್ವಚ್ಛತೆ ವಿಚಾರದಲ್ಲಿ ಬಲವಾದ ಚಾಟಿ ಬೀಸಿದ್ದು ಈಗ ನಗರಸಭೆಯ ಸ್ವಚ್ಛತಾ ಸಿಬ್ಬಂದಿ ಕೋಲಾರವನ್ನು ಪ್ಲಾಸ್ಟಿಕ್ ಮುಕ್ತ ನಗರವನ್ನಾಗಿಸುವ ಸಂಕಲ್ಪ ಕೈಗೊಂಡಿದ್ದಾರೆ. ನಗರದ ವಾರ್ಡ್‌ಗಳಲ್ಲಿ ಕಸ ವಿಂಗಡಣೆ ಹಾಗೂ ಸ್ವಚ್ಛತಾ ಅಭಿಯಾನ ನಡೆಸಲಾಗುವುದು ಎಂದು ತಿಳಿಸಿದರು. ಕೋಲಾರ ನ ೧೯ ಯಾವುದೋ ಒತ್ತಡಕ್ಕೋ ಅಥವಾ ಕಟಾಚಾರಕ್ಕೆ ಎನ್ನುವಂತೆ ಇಲ್ಲಿನ ನಗರಸಭೆ ಸಭೆ ನಡೆಸಿತು. ಸಭೆಗೆ ಬಂದ ಆಡಳಿತಾಧಿಕಾರಿಗಳು ನಗರ ಸ್ವಚ್ಛತೆ ವಿಚಾರದಲ್ಲಿ ಬಲವಾದ ಚಾಟಿ ಬೀಸಿದ್ದು ಈಗ ನಗರಸಭೆಯ ಸ್ವಚ್ಛತಾ ಸಿಬ್ಬಂದಿ ಕೋಲಾರವನ್ನು ಪ್ಲಾಸ್ಟಿಕ್ ಮುಕ್ತ ನಗರವನ್ನಾಗಿಸುವ ಸಂಕಲ್ಪ ಕೈಗೊಂಡಿದ್ದಾರೆ. ನಗರದ ವಾರ್ಡ್‌ಗಳಲ್ಲಿ ಕಸ ವಿಂಗಡಣೆ ಹಾಗೂ ಸ್ವಚ್ಛತಾ ಅಭಿಯಾನ ನಡೆಸಲಾಗುವುದು ಎಂದು ತಿಳಿಸಿದರು. [1367, 393, 1618, 662]
seminar-body: ಕೋಲಾರ ನ ೨೦ ಬೆಂಗಳೂರು ಉತ್ತರ ವಿಶ್ವವಿದ್ಯಾಲಯದ ಭೌತಶಾಸ್ತ್ರ, ಗಣಿತಶಾಸ್ತ್ರ ಮತ್ತು ಗಣಕವಿಜ್ಞಾನ ವಿಭಾಗಗಳ ಆಶ್ರಯದಲ್ಲಿ ರಾಷ್ಟ್ರೀಯ ವಿಚಾರ ಸಂಕಿರಣ ನಡೆಯಲಿದೆ. ಕೋಲಾರ ನ ೨೦ ಬೆಂಗಳೂರು ಉತ್ತರ ವಿಶ್ವವಿದ್ಯಾಲಯದ ಭೌತಶಾಸ್ತ್ರ, ಗಣಿತಶಾಸ್ತ್ರ ಮತ್ತು ಗಣಕವಿಜ್ಞಾನ ವಿಭಾಗಗಳ ಆಶ್ರಯದಲ್ಲಿ ರಾಷ್ಟ್ರೀಯ ವಿಚಾರ ಸಂಕಿರಣ ನಡೆಯಲಿದೆ. ಕೋಲಾರ ನ ೨೦ ಬೆಂಗಳೂರು ಉತ್ತರ ವಿಶ್ವವಿದ್ಯಾಲಯದ ಭೌತಶಾಸ್ತ್ರ, ಗಣಿತಶಾಸ್ತ್ರ ಮತ್ತು ಗಣಕವಿಜ್ಞಾನ ವಿಭಾಗಗಳ ಆಶ್ರಯದಲ್ಲಿ ರಾಷ್ಟ್ರೀಯ ವಿಚಾರ ಸಂಕಿರಣ ನಡೆಯಲಿದೆ. ಕೋಲಾರ ನ ೨೦ ಬೆಂಗಳೂರು ಉತ್ತರ ವಿಶ್ವವಿದ್ಯಾಲಯದ ಭೌತಶಾಸ್ತ್ರ, ಗಣಿತಶಾಸ್ತ್ರ ಮತ್ತು ಗಣಕವಿಜ್ಞಾನ ವಿಭಾಗಗಳ ಆಶ್ರಯದಲ್ಲಿ ರಾಷ್ಟ್ರೀಯ ವಿಚಾರ ಸಂಕಿರಣ ನಡೆಯಲಿದೆ. [1159, 1030, 1352, 1199]
price: ಬೆಲೆ: 2-00 [1321, 315, 1384, 332]
nandi-caption-column: ಚಿಂತಾಮಣಿ ನ ೧೯ ತಾಲೂಕಿನ ನಂದಿಗಾನಹಳ್ಳಿ ಹೋಬಳಿಯ ವ್ಯವಸಾಯ ಸೇವಾ ಸಹಕಾರ ಸಂಘಕ್ಕೆ ಸಚಿವ ಸುಧಾಕರ್ ಬೆಂಬಲಿತ ಅಭ್ಯರ್ಥಿಗಳು ಆಯ್ಕೆಯಾದರು. ಚಿಂತಾಮಣಿ ನ ೧೯ ತಾಲೂಕಿನ ನಂದಿಗಾನಹಳ್ಳಿ ಹೋಬಳಿಯ ವ್ಯವಸಾಯ ಸೇವಾ ಸಹಕಾರ ಸಂಘಕ್ಕೆ ಸಚಿವ ಸುಧಾಕರ್ ಬೆಂಬಲಿತ ಅಭ್ಯರ್ಥಿಗಳು ಆಯ್ಕೆಯಾದರು. [443, 1445, 570, 1571]
jubilee-line1: ಕೋಲಾರ ಪತ್ರಿಕೆಯ ಓದುಗ ಅಭಿಮಾನಿಗಳಿಗೆ ಸುವರ್ಣ ಅವಕಾಶ!! [1231, 2104, 1550, 2123]
seniors-body: ಹಿರಿಯ ನಾಗರಿಕರು ಹಾಗೂ ದಿವ್ಯಾಂಗರಿಗೆ ಅಗತ್ಯ ಸವಲತ್ತು ಒದಗಿಸಲು ಸೂಚನೆ ನೀಡಲಾಯಿತು. ಹಿರಿಯ ನಾಗರಿಕರು ಹಾಗೂ ದಿವ್ಯಾಂಗರಿಗೆ ಅಗತ್ಯ ಸವಲತ್ತು ಒದಗಿಸಲು ಸೂಚನೆ ನೀಡಲಾಯಿತು. [1367, 916, 1618, 955]
lead-body: ಕೋಲಾರ ನ ೧೯ ಜಿಲ್ಲೆಯ ಜಲ ಸಂಚಯ ಜನ ಭಾಗಿದಾರಿ ಅಭಿಯಾನದಡಿ ಚಟುವಟಿಕೆಗಳನ್ನು ಜಿಲ್ಲೆಯಲ್ಲಿ ಯಶಸ್ವಿ ಹಾಗೂ ಪರಿಣಾಮಕಾರಿಯಾಗಿ ಅನುಷ್ಠಾನಗೊಳಿಸಲಾಗಿದ್ದಿತು. ಇದರ ಫಲವಾಗಿ ಪ್ರಶಸ್ತಿಯೊಡನೆ ೨೫ ಲಕ್ಷ ರೂ. ನಗದು ಬಹುಮಾನ ಲಭಿಸಿದೆ. ಬಲಪಡಿಸುವುದು, ಜನರಿಗೆ ನೀರಿನ ಮಹತ್ವ, ನೀರಿನ ಸಂರಕ್ಷಣೆ ವಿಧಾನಗಳ ಬಗ್ಗೆ ಅರಿವು ಮೂಡಿಸುವಲ್ಲಿ ಜಿಲ್ಲೆ ಉತ್ತಮ ಸಾಧನೆ ಮಾಡಿದೆ. ತೆಲಂಗಾಣ, ಕರ್ನಾಟಕ ಮತ್ತು ತಮಿಳುನಾಡು ರಾಜ್ಯಗಳಿದ್ದು, ಈ ಪೈಕಿ ಕರ್ನಾಟಕದ ೨ ಜಿಲ್ಲೆಗಳಿಗೆ ರಾಷ್ಟ್ರೀಯ ಪ್ರಶಸ್ತಿ ಘೋಷಿಸಿದೆ. ಕೋಲಾರ ಜಿಲ್ಲೆ ೧ನೇ ಸ್ಥಾನ ಪಡೆದಿದೆ. ಮಹಾತ್ಮಗಾಂಧಿ ರಾಷ್ಟ್ರೀಯ ಉದ್ಯೋಗ ಖಾತರಿ ಯೋಜನೆ(ಮನರೇಗಾ) ಹಾಗೂ ಇತರೆ ಯೋಜನೆಗಳಡಿ ಜಿಲ್ಲೆಯು ೨೦೨೪ರ ಏಪ್ರಿಲ್ ೧ರಿಂದ ೨೦೨೫ರ ಮಾರ್ಚ್ ೩೧ರವರೆಗೆ ೮,೪೨೦ ಜಲಸಂರಕ್ಷಣೆ ಕಾಮಗಾರಿಗಳನ್ನು ಅನುಷ್ಠಾನಗೊಳಿಸಲಾಗಿತ್ತು. ಪರಿಣಾಮಕಾರಿಯಾಗಿ ಅನುಷ್ಠಾನಗೊಳಿಸಲಾಗಿದೆ, ಕೇಂದ್ರ ನೋಡಲ್ ಅಧಿಕಾರಿಗಳ ತಂಡ ಜಿಲ್ಲೆಗೆ ಆಗಮಿಸಿ ಕಾಮಗಾರಿ ಪರಿಶೀಲಿಸಿತ್ತು. ಕೋಲಾರ ನ ೧೯ ಜಿಲ್ಲೆಯ ಜಲ ಸಂಚಯ ಜನ ಭಾಗಿದಾರಿ ಅಭಿಯಾನದಡಿ ಚಟುವಟಿಕೆಗಳನ್ನು ಜಿಲ್ಲೆಯಲ್ಲಿ ಯಶಸ್ವಿ ಹಾಗೂ ಪರಿಣಾಮಕಾರಿಯಾಗಿ ಅನುಷ್ಠಾನಗೊಳಿಸಲಾಗಿದ್ದಿತು. ಇದರ ಫಲವಾಗಿ ಪ್ರಶಸ್ತಿಯೊಡನೆ ೨೫ ಲಕ್ಷ ರೂ. ನಗದು ಬಹುಮಾನ ಲಭಿಸಿದೆ. ಬಲಪಡಿಸುವುದು, ಜನರಿಗೆ ನೀರಿನ ಮಹತ್ವ, ನೀರಿನ ಸಂರಕ್ಷಣೆ ವಿಧಾನಗಳ ಬಗ್ಗೆ ಅರಿವು ಮೂಡಿಸುವಲ್ಲಿ ಜಿಲ್ಲೆ ಉತ್ತಮ ಸಾಧನೆ ಮಾಡಿದೆ. ತೆಲಂಗಾಣ, ಕರ್ನಾಟಕ ಮತ್ತು ತಮಿಳುನಾಡು ರಾಜ್ಯಗಳಿದ್ದು, ಈ ಪೈಕಿ ಕರ್ನಾಟಕದ ೨ ಜಿಲ್ಲೆಗಳಿಗೆ ರಾಷ್ಟ್ರೀಯ ಪ್ರಶಸ್ತಿ ಘೋಷಿಸಿದೆ. ಕೋಲಾರ ಜಿಲ್ಲೆ ೧ನೇ ಸ್ಥಾನ ಪಡೆದಿದೆ. ಮಹಾತ್ಮಗಾಂಧಿ ರಾಷ್ಟ್ರೀಯ ಉದ್ಯೋಗ ಖಾತರಿ ಯೋಜನೆ(ಮನರೇಗಾ) ಹಾಗೂ ಇತರೆ ಯೋಜನೆಗಳಡಿ ಜಿಲ್ಲೆಯು ೨೦೨೪ರ ಏಪ್ರಿಲ್ ೧ರಿಂದ ೨೦೨೫ರ ಮಾರ್ಚ್ ೩೧ರವರೆಗೆ ೮,೪೨೦ ಜಲಸಂರಕ್ಷಣೆ ಕಾಮಗಾರಿಗಳನ್ನು ಅನುಷ್ಠಾನಗೊಳಿಸಲಾಗಿತ್ತು. ಪರಿಣಾಮಕಾರಿಯಾಗಿ ಅನುಷ್ಠಾನಗೊಳಿಸಲಾಗಿದೆ, ಕೇಂದ್ರ ನೋಡಲ್ ಅಧಿಕಾರಿಗಳ ತಂಡ ಜಿಲ್ಲೆಗೆ ಆಗಮಿಸಿ ಕಾಮಗಾರಿ ಪರಿಶೀಲಿಸಿತ್ತು. [14, 662, 640, 816]
tagline-regional-daily: ಪ್ರಾದೇಶಿಕ ದೈನಿಕ [444, 39, 574, 67]
rni-number: RNI 27430/75 [540, 315, 635, 332]
email-address: e-mail: kolarapatrike@gmail.com [739, 315, 979, 332]
jubilee-line3: ಹೆಚ್ಚಿನ ವಿವರಗಳಿಗೆ ಕೋಲಾರ ಪತ್ರಿಕೆ ಕಾರ್ಯಾಲಯದಲ್ಲಿ ಬೆಳಿಗ್ಗೆ ಹನ್ನೊಂದರಿಂದ ಮಧ್ಯಾಹ್ನ ಮೂರು ಘಂಟೆಯ ಅವಧಿಯಲ್ಲಿ ಖುದ್ದಾಗಿ ಸಂಪರ್ಕಿಸಿ. [1180, 2152, 1602, 2187]
farmers-third-column: ಕೆಪಿಆರ್‌ಎಸ್ ಜಿಲ್ಲಾಧ್ಯಕ್ಷ ಟಿ.ಎಂ.ವೆಂಕಟೇಶ್ ಇದ್ದರು. ಕುಮುದ ಇತರರು ಉಪಸ್ಥಿತರು. ಸರ್ಕಾರ ಎರಡೂ ಕಾಯ್ದೆಗಳನ್ನು ವಾಪಸ್ ಪಡೆಯಬೇಕೆಂದು ಆಗ್ರಹಿಸಿದರು. ಕೆಪಿಆರ್‌ಎಸ್ ಜಿಲ್ಲಾಧ್ಯಕ್ಷ ಟಿ.ಎಂ.ವೆಂಕಟೇಶ್ ಇದ್ದರು. ಕುಮುದ ಇತರರು ಉಪಸ್ಥಿತರು. ಸರ್ಕಾರ ಎರಡೂ ಕಾಯ್ದೆಗಳನ್ನು ವಾಪಸ್ ಪಡೆಯಬೇಕೆಂದು ಆಗ್ರಹಿಸಿದರು. [1167, 1849, 1352, 1931]
